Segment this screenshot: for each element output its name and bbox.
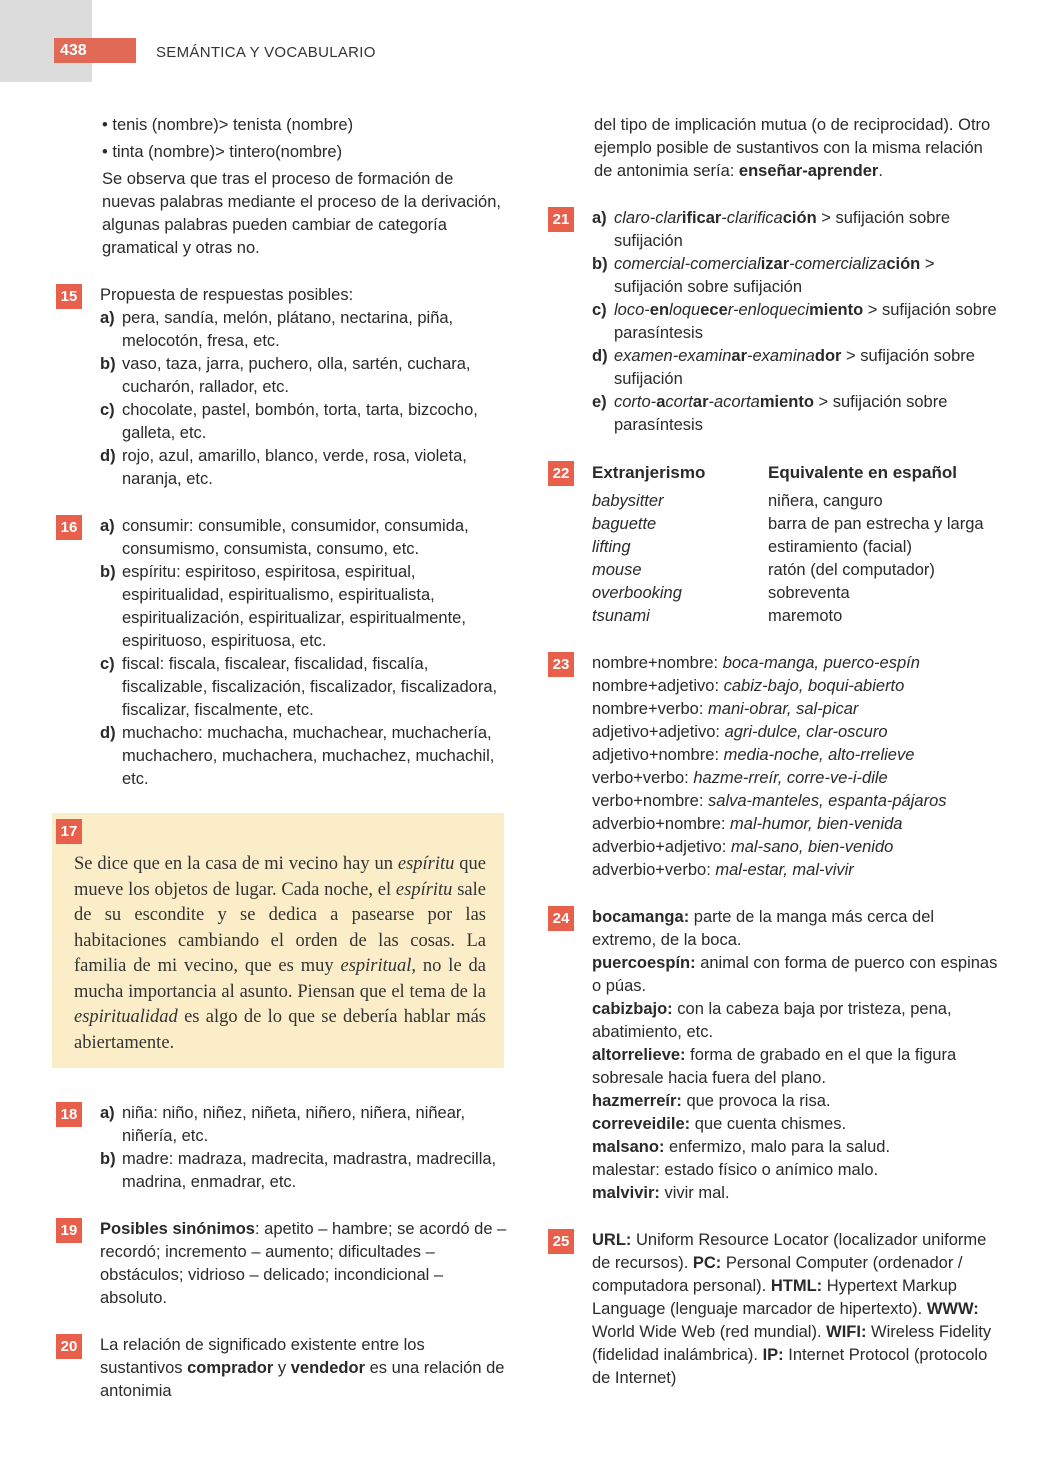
loanword-cell: overbooking [592,584,682,602]
table-header-row [592,461,984,490]
defined-term: correveidile: [592,1115,691,1133]
pattern-label: adverbio+adjetivo: [592,838,731,856]
example-words: mal-sano, bien-venido [730,838,894,856]
item-text [614,299,1000,345]
acronym: WWW: [926,1300,979,1318]
defined-term: altorrelieve: [592,1046,686,1064]
item-label: d) [592,347,608,365]
pattern-label: verbo+verbo: [592,769,694,787]
acronym-text [592,1229,1000,1390]
loanword-cell: babysitter [592,492,664,510]
item-label: a) [592,209,607,227]
exercise-number: 23 [548,652,574,677]
text-segment: en [649,301,670,319]
exercise-17-box [52,813,504,1068]
loanword-table [592,461,984,628]
item-text [614,391,1000,437]
story-segment: sale de su escondite y se dedica a pasearse por las habitaciones cambiando el orden de las cosas. La familia de mi vecino, que es muy [74,879,486,976]
defined-term: cabizbajo: [592,1000,673,1018]
list-item [592,1090,1000,1113]
bold-term: Posibles sinónimos [100,1220,255,1238]
text-segment: examen-examin [614,347,732,365]
exercise-number: 25 [548,1229,574,1254]
loanword-cell: lifting [592,538,631,556]
item-text: niña: niño, niñez, niñeta, niñero, niñera, niñear, niñería, etc. [122,1104,466,1145]
text-segment: claro-clar [614,209,682,227]
exercise-20-continued [548,114,1000,183]
definition-text: con la cabeza baja por tristeza, pena, abatimiento, etc. [592,1000,952,1041]
item-text: muchacho: muchacha, muchachear, muchachería, muchachero, muchachera, muchachez, muchachil, etc. [122,724,495,788]
acronym-expansion: Internet Protocol (protocolo de Internet) [592,1346,988,1387]
acronym: IP: [762,1346,784,1364]
item-label: c) [100,401,115,419]
exercise-15 [56,284,508,491]
exercise-number: 24 [548,906,574,931]
answer-item [100,722,508,791]
exercise-number: 16 [56,515,82,540]
right-column [548,114,1000,1390]
list-item [592,1113,1000,1136]
text-segment: cort [665,393,693,411]
item-label: b) [592,255,608,273]
exercise-number: 21 [548,207,574,232]
example-words: cabiz-bajo, boqui-abierto [723,677,905,695]
exercise-number: 17 [56,819,82,844]
example-words: agri-dulce, clar-oscuro [724,723,888,741]
answer-item [100,561,508,653]
list-item [592,998,1000,1044]
story-segment: que mueve los objetos de lugar. Cada noche, el [74,854,486,900]
table-row [592,582,984,605]
intro-block [56,114,508,260]
list-item [592,698,1000,721]
acronym: WIFI: [826,1323,867,1341]
defined-term: bocamanga: [592,908,690,926]
text-segment: ción [782,209,817,227]
item-text: pera, sandía, melón, plátano, nectarina, piña, melocotón, fresa, etc. [122,309,454,350]
equivalent-cell: maremoto [768,607,843,625]
pattern-label: adjetivo+nombre: [592,746,724,764]
story-italic-word: espíritu [395,879,453,900]
pattern-label: verbo+nombre: [592,792,709,810]
equivalent-cell: barra de pan estrecha y larga [768,515,984,533]
item-text: rojo, azul, amarillo, blanco, verde, rosa, violeta, naranja, etc. [122,447,467,488]
definition-text: animal con forma de puerco con espinas o púas. [592,954,998,995]
exercise-number: 18 [56,1102,82,1127]
exercise-21 [548,207,1000,437]
table-row [592,536,984,559]
definition-text: parte de la manga más cerca del extremo, de la boca. [592,908,935,949]
running-head: SEMÁNTICA Y VOCABULARIO [156,44,376,61]
story-italic-word: espíritu [397,854,455,874]
text-segment: La relación de significado existente entre los sustantivos [100,1336,425,1377]
bold-term: enseñar-aprender [738,162,879,180]
story-italic-word: espiritual, [340,956,417,976]
acronym-expansion: World Wide Web (red mundial). [592,1323,827,1341]
text-segment: corto- [614,393,657,411]
list-item [592,790,1000,813]
pattern-label: nombre+verbo: [592,700,709,718]
acronym: URL: [592,1231,632,1249]
column-header: Equivalente en español [768,463,957,482]
text-segment: > sufijación sobre sufijación [614,347,975,388]
answer-item [592,207,1000,253]
list-item [592,721,1000,744]
item-text: vaso, taza, jarra, puchero, olla, sartén, cuchara, cucharón, rallador, etc. [122,355,471,396]
equivalent-cell: ratón (del computador) [768,561,935,579]
item-label: b) [100,563,116,581]
table-row [592,605,984,628]
pattern-label: adjetivo+adjetivo: [592,723,725,741]
exercise-20 [56,1334,508,1403]
list-item [592,836,1000,859]
text-segment: del tipo de implicación mutua (o de reciprocidad). Otro ejemplo posible de sustantivos con la misma relación de antonimia sería: [594,116,991,180]
exercise-number: 19 [56,1218,82,1243]
text-segment: -acorta [708,393,760,411]
bold-term: comprador [187,1359,274,1377]
text-segment: > sufijación sobre parasíntesis [614,301,997,342]
equivalent-cell: niñera, canguro [768,492,883,510]
list-item [592,1159,1000,1182]
story-segment: Se dice que en la casa de mi vecino hay un [74,854,398,874]
acronym-expansion: Hypertext Markup Language (lenguaje marcador de hipertexto). [592,1277,957,1318]
item-label: b) [100,355,116,373]
exercise-16 [56,515,508,791]
exercise-number: 20 [56,1334,82,1359]
loanword-cell: tsunami [592,607,650,625]
equivalent-cell: estiramiento (facial) [768,538,912,556]
item-label: a) [100,517,115,535]
item-label: c) [100,655,115,673]
list-item [592,675,1000,698]
definition-text: vivir mal. [659,1184,730,1202]
list-item [592,859,1000,882]
acronym: HTML: [770,1277,823,1295]
exercise-25 [548,1229,1000,1390]
answer-item [100,653,508,722]
example-words: salva-manteles, espanta-pájaros [708,792,947,810]
acronym-expansion: Personal Computer (ordenador / computadora personal). [592,1254,963,1295]
item-text [614,207,1000,253]
list-item [592,744,1000,767]
text-segment: -clarifica [721,209,783,227]
list-item [592,813,1000,836]
exercise-21-items [592,207,1000,437]
item-label: c) [592,301,607,319]
answer-item [100,399,508,445]
page-number: 438 [54,38,136,63]
text-segment: a [656,393,666,411]
exercise-number: 15 [56,284,82,309]
answer-item [100,353,508,399]
definition-text: que cuenta chismes. [690,1115,847,1133]
text-segment: . [878,162,883,180]
text-segment: izar [760,255,790,273]
example-words: boca-manga, puerco-espín [722,654,920,672]
item-text: consumir: consumible, consumidor, consumida, consumismo, consumista, consumo, etc. [122,517,469,558]
text-segment: ar [692,393,709,411]
defined-term: malsano: [592,1138,665,1156]
answer-item [100,515,508,561]
item-text [614,345,1000,391]
pattern-label: nombre+adjetivo: [592,677,724,695]
exercise-number: 22 [548,461,574,486]
compound-list [592,652,1000,882]
loanword-cell: baguette [592,515,657,533]
definition-list [592,906,1000,1205]
exercise-22 [548,461,1000,628]
text-segment: miento [809,301,864,319]
item-label: a) [100,309,115,327]
left-column [56,114,508,1403]
story-segment: es algo de lo que se debería hablar más abiertamente. [74,1007,486,1053]
text-segment: ificar [681,209,722,227]
text-segment: miento [759,393,814,411]
acronym: PC: [692,1254,722,1272]
text-segment: ción [886,255,921,273]
table-row [592,513,984,536]
text-segment: ece [700,301,728,319]
story-italic-word: espiritualidad [74,1007,178,1027]
text-segment: y [273,1359,291,1377]
text-segment: r-enloqueci [727,301,810,319]
definition-text: enfermizo, malo para la salud. [664,1138,891,1156]
item-label: d) [100,724,116,742]
text-segment: comercial-comercial [614,255,761,273]
example-words: media-noche, alto-rrelieve [723,746,915,764]
table-row [592,490,984,513]
list-item [592,1044,1000,1090]
text-segment: -comercializa [789,255,887,273]
item-label: b) [100,1150,116,1168]
exercise-text [100,1334,508,1403]
list-item [592,767,1000,790]
text-segment: : apetito – hambre; se acordó de – recordó; incremento – aumento; dificultades – obstáculos; vidrioso – delicado; incondicional – absoluto. [100,1220,507,1307]
answer-item [100,1148,508,1194]
text-segment: > sufijación sobre sufijación [614,209,951,250]
item-label: d) [100,447,116,465]
example-words: mal-humor, bien-venida [730,815,903,833]
table-row [592,559,984,582]
answer-item [592,253,1000,299]
list-item [592,1136,1000,1159]
loanword-cell: mouse [592,561,642,579]
pattern-label: adverbio+nombre: [592,815,731,833]
item-text: madre: madraza, madrecita, madrastra, madrecilla, madrina, enmadrar, etc. [122,1150,497,1191]
intro-bullet: • tinta (nombre)> tintero(nombre) [102,141,508,164]
text-segment: ar [731,347,747,365]
definition-text: forma de grabado en el que la figura sobresale hacia fuera del plano. [592,1046,957,1087]
list-item [592,952,1000,998]
defined-term: malvivir: [592,1184,660,1202]
column-header: Extranjerismo [592,463,706,482]
defined-term: puercoespín: [592,954,696,972]
item-text [614,253,1000,299]
text-segment: loco- [614,301,650,319]
exercise-text [594,114,1000,183]
text-segment: loqu [669,301,701,319]
answer-item [592,391,1000,437]
list-item [592,652,1000,675]
exercise-19 [56,1218,508,1310]
acronym-expansion: Uniform Resource Locator (localizador uniforme de recursos). [592,1231,987,1272]
exercise-24 [548,906,1000,1205]
definition-text: malestar: estado físico o anímico malo. [592,1161,879,1179]
answer-item [592,345,1000,391]
item-text: espíritu: espiritoso, espiritosa, espiritual, espiritualidad, espiritualismo, espiritualista, espiritualización, espiritualizar, espiritualmente, espirituoso, espirituosa, etc. [122,563,466,650]
exercise-text [100,1218,508,1310]
answer-item [100,1102,508,1148]
story-text [52,844,504,1056]
acronym-expansion: Wireless Fidelity (fidelidad inalámbrica). [592,1323,992,1364]
example-words: mal-estar, mal-vivir [715,861,854,879]
answer-item [100,445,508,491]
example-words: mani-obrar, sal-picar [708,700,859,718]
item-label: e) [592,393,607,411]
text-segment: es una relación de antonimia [100,1359,505,1400]
list-item [592,906,1000,952]
answer-item [592,299,1000,345]
item-label: a) [100,1104,115,1122]
equivalent-cell: sobreventa [768,584,850,602]
pattern-label: nombre+nombre: [592,654,723,672]
example-words: hazme-rreír, corre-ve-i-dile [693,769,888,787]
definition-text: que provoca la risa. [681,1092,831,1110]
exercise-title: Propuesta de respuestas posibles: [100,286,354,304]
list-item [592,1182,1000,1205]
defined-term: hazmerreír: [592,1092,682,1110]
exercise-23 [548,652,1000,882]
text-segment: dor [814,347,842,365]
pattern-label: adverbio+verbo: [592,861,716,879]
bold-term: vendedor [290,1359,366,1377]
exercise-18 [56,1102,508,1194]
item-text: chocolate, pastel, bombón, torta, tarta, bizcocho, galleta, etc. [122,401,478,442]
text-segment: > sufijación sobre parasíntesis [614,393,948,434]
item-text: fiscal: fiscala, fiscalear, fiscalidad, fiscalía, fiscalizable, fiscalización, fiscalizador, fiscalizadora, fiscalizar, fiscalmente, etc. [122,655,498,719]
intro-text: Se observa que tras el proceso de formación de nuevas palabras mediante el proceso de la derivación, algunas palabras pueden cambiar de categoría gramatical y otras no. [102,170,501,257]
text-segment: > sufijación sobre sufijación [614,255,935,296]
text-segment: -examina [747,347,815,365]
answer-item [100,307,508,353]
story-segment: no le da mucha importancia al asunto. Piensan que el tema de la [74,956,486,1002]
intro-bullet: • tenis (nombre)> tenista (nombre) [102,114,508,137]
